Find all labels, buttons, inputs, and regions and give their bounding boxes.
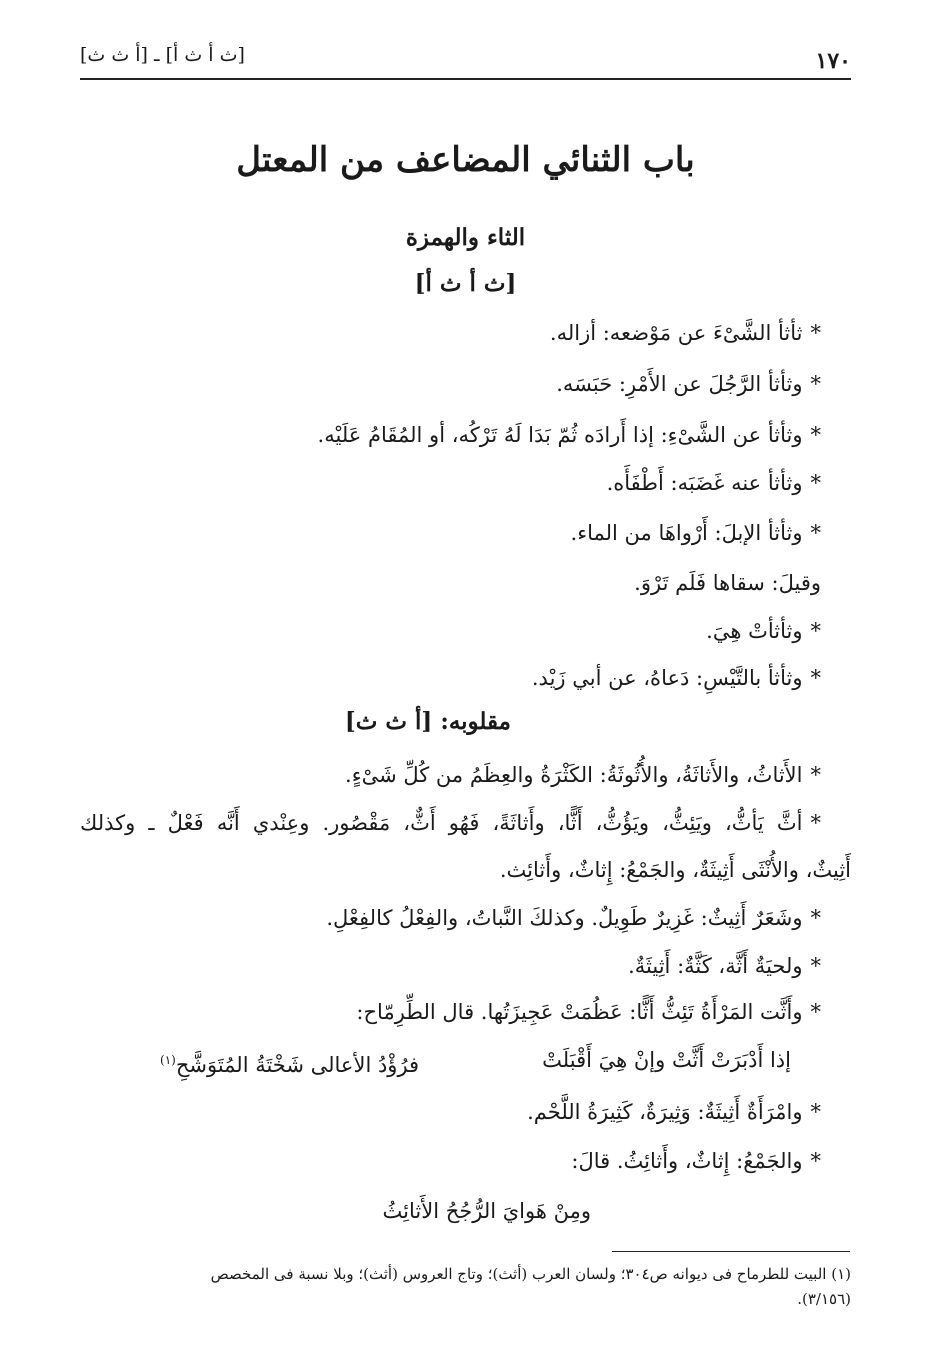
entry-marker: * — [810, 954, 821, 978]
entry-marker: * — [810, 1000, 821, 1024]
entry-text: وامْرَأَةٌ أَثِيثَةٌ: وَثِيرَةٌ، كَثِيرَةُ اللَّحْم. — [527, 1100, 803, 1124]
footnote-divider — [612, 1251, 850, 1252]
entry-text: وثأثأ عن الشَّىْءِ: إذا أَرادَه ثُمّ بَدَا لَهُ تَرْكُه، أو المُقَامُ عَلَيْه. — [317, 423, 803, 447]
verse-hemistich-left — [160, 1045, 419, 1080]
entry-text: وثأثأ الرَّجُلَ عن الأَمْرِ: حَبَسَه. — [556, 372, 803, 396]
entry-text: وقيلَ: سقاها فَلَم تَرْوَ. — [634, 571, 821, 595]
entry-marker: * — [810, 666, 821, 690]
entry-marker: * — [810, 811, 821, 835]
entry-line — [80, 951, 821, 981]
continuation-line — [500, 855, 851, 885]
entry-line — [80, 1097, 821, 1127]
entry-marker: * — [810, 1149, 821, 1173]
entry-text: ولحيَةٌ أَثَّة، كَثَّةٌ: أَثِيثَةٌ. — [628, 954, 803, 978]
entry-line — [80, 997, 821, 1027]
entry-marker: * — [810, 763, 821, 787]
page-number: ١٧٠ — [815, 48, 851, 74]
entry-line — [80, 760, 821, 790]
footnote-ref: (١) — [160, 1053, 176, 1067]
root-label: [ث أ ث أ] — [414, 270, 517, 297]
entry-marker: * — [810, 321, 821, 345]
entry-marker: * — [810, 906, 821, 930]
entry-text: وثأثأتْ هِيَ. — [706, 619, 803, 643]
entry-marker: * — [810, 521, 821, 545]
entry-line — [80, 1146, 821, 1176]
entry-marker: * — [810, 423, 821, 447]
entry-text: وثأثأ عنه غَضَبَه: أَطْفَأَه. — [606, 471, 803, 495]
entry-text: أَثِيثٌ، والأُنْثَى أَثِيثَةٌ، والجَمْعُ: إِثاثٌ، وأَثائِث. — [499, 858, 851, 882]
footnote — [80, 1262, 851, 1312]
entry-line — [80, 518, 821, 548]
footnote-line: (٣/١٥٦). — [797, 1290, 851, 1308]
entry-marker: * — [810, 1100, 821, 1124]
subheading: مقلوبه: [أ ث ث] — [344, 708, 511, 735]
entry-line — [80, 420, 821, 450]
entry-text: وثأثأ بالتَّيْسِ: دَعاهُ، عن أبي زَيْد. — [531, 666, 803, 690]
entry-line — [80, 808, 821, 838]
entry-text: وشَعَرٌ أَثِيثٌ: غَزِيرٌ طَوِيلٌ. وكذلكَ النَّباتُ، والفِعْلُ كالفِعْلِ. — [326, 906, 803, 930]
verse-line: ومِنْ هَوايَ الرُّجُحُ الأَثائِثُ — [382, 1199, 591, 1223]
entry-marker: * — [810, 471, 821, 495]
entry-line — [80, 468, 821, 498]
verse-text: فرُؤْدُ الأعالى شَخْتَةُ المُتَوَشَّحِ — [175, 1053, 420, 1077]
entry-line — [80, 663, 821, 693]
entry-text: وثأثأ الإبلَ: أَرْواهَا من الماء. — [570, 521, 803, 545]
plain-line — [80, 568, 821, 598]
entry-text: أثَّ يَأثُّ، ويَئِثُّ، ويَؤُثُّ، أَثًّا، وأَثاثَةً، فَهُو أَثٌّ، مَقْصُور. وعِنْدي أَنَّه فَعْلٌ ـ وكذلك — [80, 811, 803, 835]
verse-hemistich-right: إذا أَدْبَرَتْ أَثَّتْ وإنْ هِيَ أَقْبَلَتْ — [542, 1048, 791, 1072]
entry-text: والجَمْعُ: إِثاثٌ، وأَثائِثُ. قالَ: — [571, 1149, 803, 1173]
entry-line — [80, 903, 821, 933]
entry-line — [80, 616, 821, 646]
chapter-title: باب الثنائي المضاعف من المعتل — [236, 140, 695, 180]
page-header — [80, 42, 851, 80]
section-title: الثاء والهمزة — [405, 224, 526, 251]
entry-text: ثأثأ الشَّىْءَ عن مَوْضعه: أزاله. — [549, 321, 803, 345]
entry-marker: * — [810, 372, 821, 396]
entry-text: وأَثَّت المَرْأَةُ تَئِثُّ أَثًّا: عَظُمَتْ عَجِيزَتُها. قال الطِّرِمّاح: — [356, 1000, 803, 1024]
entry-text: الأَثاثُ، والأَثاثَةُ، والأُثُوثَةُ: الكَثْرَةُ والعِظَمُ من كُلِّ شَىْءٍ. — [345, 763, 803, 787]
footnote-line: (١) البيت للطرماح فى ديوانه ص٣٠٤؛ ولسان العرب (أثث)؛ وتاج العروس (أثث)؛ وبلا نسبة فى المخصص — [210, 1265, 851, 1283]
entry-line — [80, 318, 821, 348]
running-head: [ث أ ث أ] ـ [أ ث ث] — [80, 44, 245, 66]
entry-marker: * — [810, 619, 821, 643]
entry-line — [80, 369, 821, 399]
